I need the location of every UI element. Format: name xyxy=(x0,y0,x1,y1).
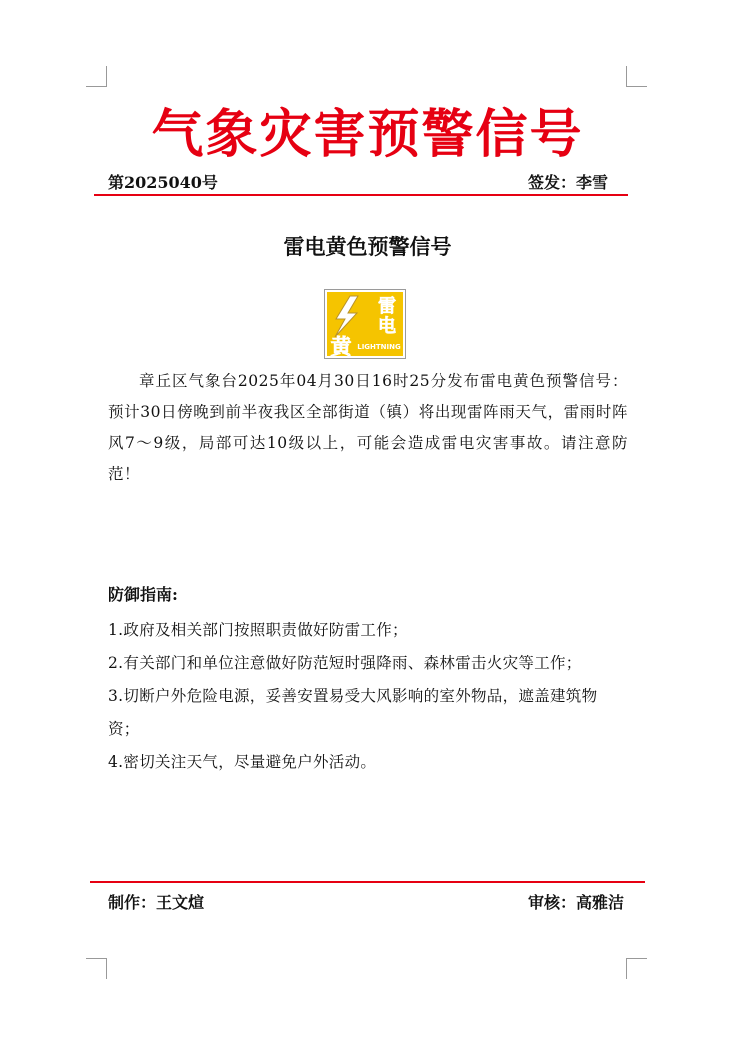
crop-mark-top-left xyxy=(86,66,107,87)
signer-label: 签发： xyxy=(527,173,576,192)
guide-item: 1.政府及相关部门按照职责做好防雷工作； xyxy=(108,621,408,639)
icon-char-top: 雷 xyxy=(378,296,396,317)
signer-name: 李雪 xyxy=(575,173,608,192)
crop-mark-top-right xyxy=(626,66,647,87)
footer-divider xyxy=(90,881,645,883)
guide-heading: 防御指南: xyxy=(108,585,178,604)
reviewer-name: 高雅洁 xyxy=(575,893,624,912)
lightning-yellow-warning-icon xyxy=(324,289,406,359)
footer-row xyxy=(108,890,628,914)
icon-char-mid: 电 xyxy=(378,316,396,337)
document-title: 气象灾害预警信号 xyxy=(151,105,584,165)
icon-english-label: LIGHTNING xyxy=(357,343,401,351)
maker-name: 王文煊 xyxy=(156,893,205,912)
guide-item: 3.切断户外危险电源，妥善安置易受大风影响的室外物品，遮盖建筑物资； xyxy=(108,687,598,738)
maker-label: 制作： xyxy=(108,893,157,912)
issue-meta-row xyxy=(108,170,618,194)
icon-char-level: 黄 xyxy=(330,335,352,359)
reviewer xyxy=(528,890,624,913)
maker xyxy=(108,890,204,913)
signer xyxy=(528,170,608,193)
reviewer-label: 审核： xyxy=(527,893,576,912)
crop-mark-bottom-left xyxy=(86,958,107,979)
crop-mark-bottom-right xyxy=(626,958,647,979)
guide-list xyxy=(108,614,628,779)
header-divider xyxy=(94,194,628,196)
guide-item: 2.有关部门和单位注意做好防范短时强降雨、森林雷击火灾等工作； xyxy=(108,654,582,672)
signal-title: 雷电黄色预警信号 xyxy=(283,234,452,259)
issue-number: 第2025040号 xyxy=(108,173,218,192)
guide-item: 4.密切关注天气，尽量避免户外活动。 xyxy=(108,753,377,771)
warning-paragraph: 章丘区气象台2025年04月30日16时25分发布雷电黄色预警信号：预计30日傍晚到前半夜我区全部街道（镇）将出现雷阵雨天气，雷雨时阵风7～9级，局部可达10级以上，可能会造成雷电灾害事故。请注意防范！ xyxy=(108,372,628,483)
